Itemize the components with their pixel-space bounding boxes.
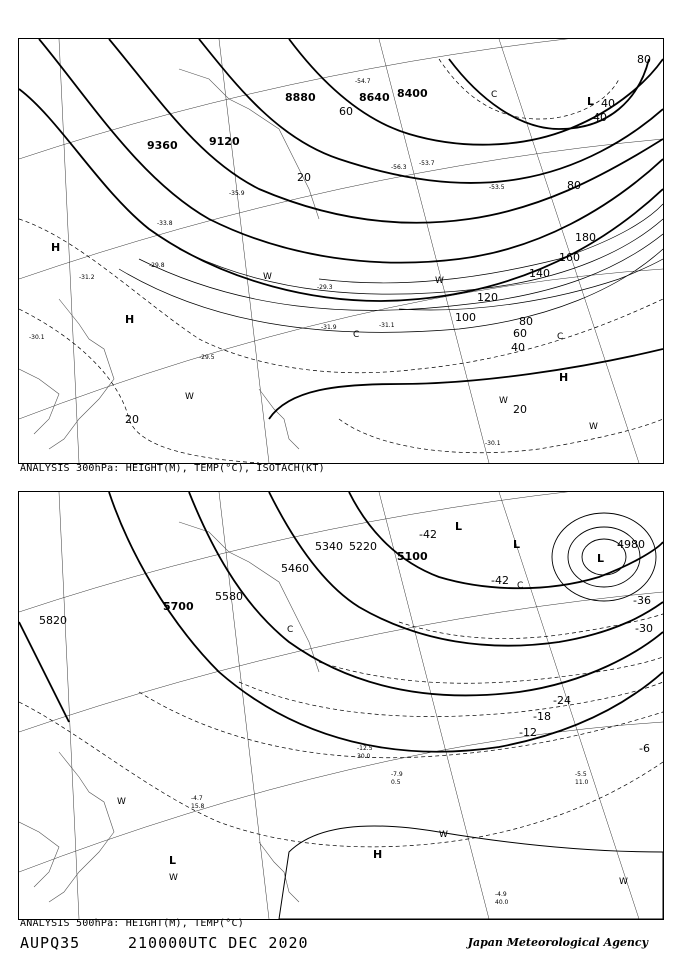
height-label-5820: 5820 <box>39 614 67 627</box>
temp-label: -29.5 <box>199 354 215 361</box>
isotherm-label: -18 <box>533 710 551 723</box>
pressure-mark-C: C <box>491 90 498 100</box>
isotach-label: 180 <box>575 231 596 244</box>
temp-label: -30.1 <box>29 334 45 341</box>
pressure-mark-L: L <box>587 95 595 108</box>
chart-code: AUPQ35 <box>20 934 81 952</box>
isotach-label: 20 <box>513 403 527 416</box>
temp-label: -29.8 <box>149 262 165 269</box>
temp-label: -31.2 <box>79 274 95 281</box>
pressure-mark-W: W <box>439 830 448 840</box>
pressure-mark-W: W <box>619 877 628 887</box>
isotherm-label: -12 <box>519 726 537 739</box>
height-label-5460: 5460 <box>281 562 309 575</box>
warm-region-contour <box>279 826 663 919</box>
station-value: -5.5 <box>575 771 587 778</box>
pressure-mark-H: H <box>373 848 383 861</box>
height-label-5580: 5580 <box>215 590 243 603</box>
map-panel-500hpa <box>18 491 664 920</box>
caption-500hpa: ANALYSIS 500hPa: HEIGHT(M), TEMP(°C) <box>20 918 244 929</box>
isotherm-label: -6 <box>639 742 650 755</box>
isotach-label: 140 <box>529 267 550 280</box>
caption-300hpa: ANALYSIS 300hPa: HEIGHT(M), TEMP(°C), ISOTACH(KT) <box>20 463 325 474</box>
pressure-mark-W: W <box>169 873 178 883</box>
station-value: -4.7 <box>191 795 203 802</box>
pressure-mark-W: W <box>117 797 126 807</box>
station-value: 30.0 <box>357 753 371 760</box>
height-label-5340: 5340 <box>315 540 343 553</box>
isotach-label: 80 <box>567 179 581 192</box>
pressure-mark-W: W <box>435 276 444 286</box>
station-value: 0.5 <box>391 779 401 786</box>
pressure-mark-L: L <box>169 854 177 867</box>
temp-label: -35.9 <box>229 190 245 197</box>
coastline <box>19 69 319 449</box>
isotach-label: 120 <box>477 291 498 304</box>
station-value: -4.9 <box>495 891 507 898</box>
height-label-8880: 8880 <box>285 91 316 104</box>
station-value: 11.0 <box>575 779 589 786</box>
height-contours <box>19 492 663 752</box>
pressure-mark-W: W <box>499 396 508 406</box>
isotach-label: 20 <box>125 413 139 426</box>
pressure-mark-C: C <box>287 625 294 635</box>
pressure-mark-L: L <box>455 520 463 533</box>
isotach-label: 80 <box>519 315 533 328</box>
isotherm-label: -24 <box>553 694 571 707</box>
pressure-mark-W: W <box>263 272 272 282</box>
isotherm-label: -42 <box>491 574 509 587</box>
pressure-mark-C: C <box>557 332 564 342</box>
isotherm-label: -36 <box>633 594 651 607</box>
isotach-label: 60 <box>513 327 527 340</box>
isotherm-contours <box>19 614 663 847</box>
station-value: -7.9 <box>391 771 403 778</box>
temp-label: -53.5 <box>489 184 505 191</box>
height-label-4980: 4980 <box>617 538 645 551</box>
temp-label: -54.7 <box>355 78 371 85</box>
isotach-label: 60 <box>339 105 353 118</box>
temp-label: -30.1 <box>485 440 501 447</box>
pressure-mark-H: H <box>559 371 569 384</box>
isotach-label: 20 <box>297 171 311 184</box>
isotach-label: 40 <box>601 97 615 110</box>
temp-label: -56.3 <box>391 164 407 171</box>
station-value: -12.5 <box>357 745 373 752</box>
pressure-mark-H: H <box>51 241 61 254</box>
agency-name: Japan Meteorological Agency <box>467 936 648 949</box>
temp-label: -31.9 <box>321 324 337 331</box>
temp-label: -29.3 <box>317 284 333 291</box>
map-500hpa <box>19 492 663 919</box>
height-contours <box>19 39 663 419</box>
height-label-5700: 5700 <box>163 600 194 613</box>
station-value: 40.0 <box>495 899 509 906</box>
pressure-mark-L: L <box>597 552 605 565</box>
height-label-9360: 9360 <box>147 139 178 152</box>
station-value: 15.8 <box>191 803 205 810</box>
height-label-9120: 9120 <box>209 135 240 148</box>
pressure-mark-C: C <box>517 581 524 591</box>
height-label-8400: 8400 <box>397 87 428 100</box>
pressure-mark-W: W <box>589 422 598 432</box>
isotherm-label: -42 <box>419 528 437 541</box>
isotach-label: 80 <box>637 53 651 66</box>
pressure-mark-C: C <box>353 330 360 340</box>
pressure-mark-L: L <box>513 538 521 551</box>
height-label-8640: 8640 <box>359 91 390 104</box>
isotach-label: 100 <box>455 311 476 324</box>
height-label-5220: 5220 <box>349 540 377 553</box>
temp-label: -53.7 <box>419 160 435 167</box>
map-300hpa <box>19 39 663 463</box>
pressure-mark-W: W <box>185 392 194 402</box>
temp-label: -33.8 <box>157 220 173 227</box>
valid-time: 210000UTC DEC 2020 <box>128 934 309 952</box>
isotach-label: 40 <box>593 111 607 124</box>
temp-label: -31.1 <box>379 322 395 329</box>
height-label-5100: 5100 <box>397 550 428 563</box>
isotach-label: 160 <box>559 251 580 264</box>
isotach-label: 40 <box>511 341 525 354</box>
pressure-mark-H: H <box>125 313 135 326</box>
map-panel-300hpa <box>18 38 664 464</box>
isotherm-label: -30 <box>635 622 653 635</box>
